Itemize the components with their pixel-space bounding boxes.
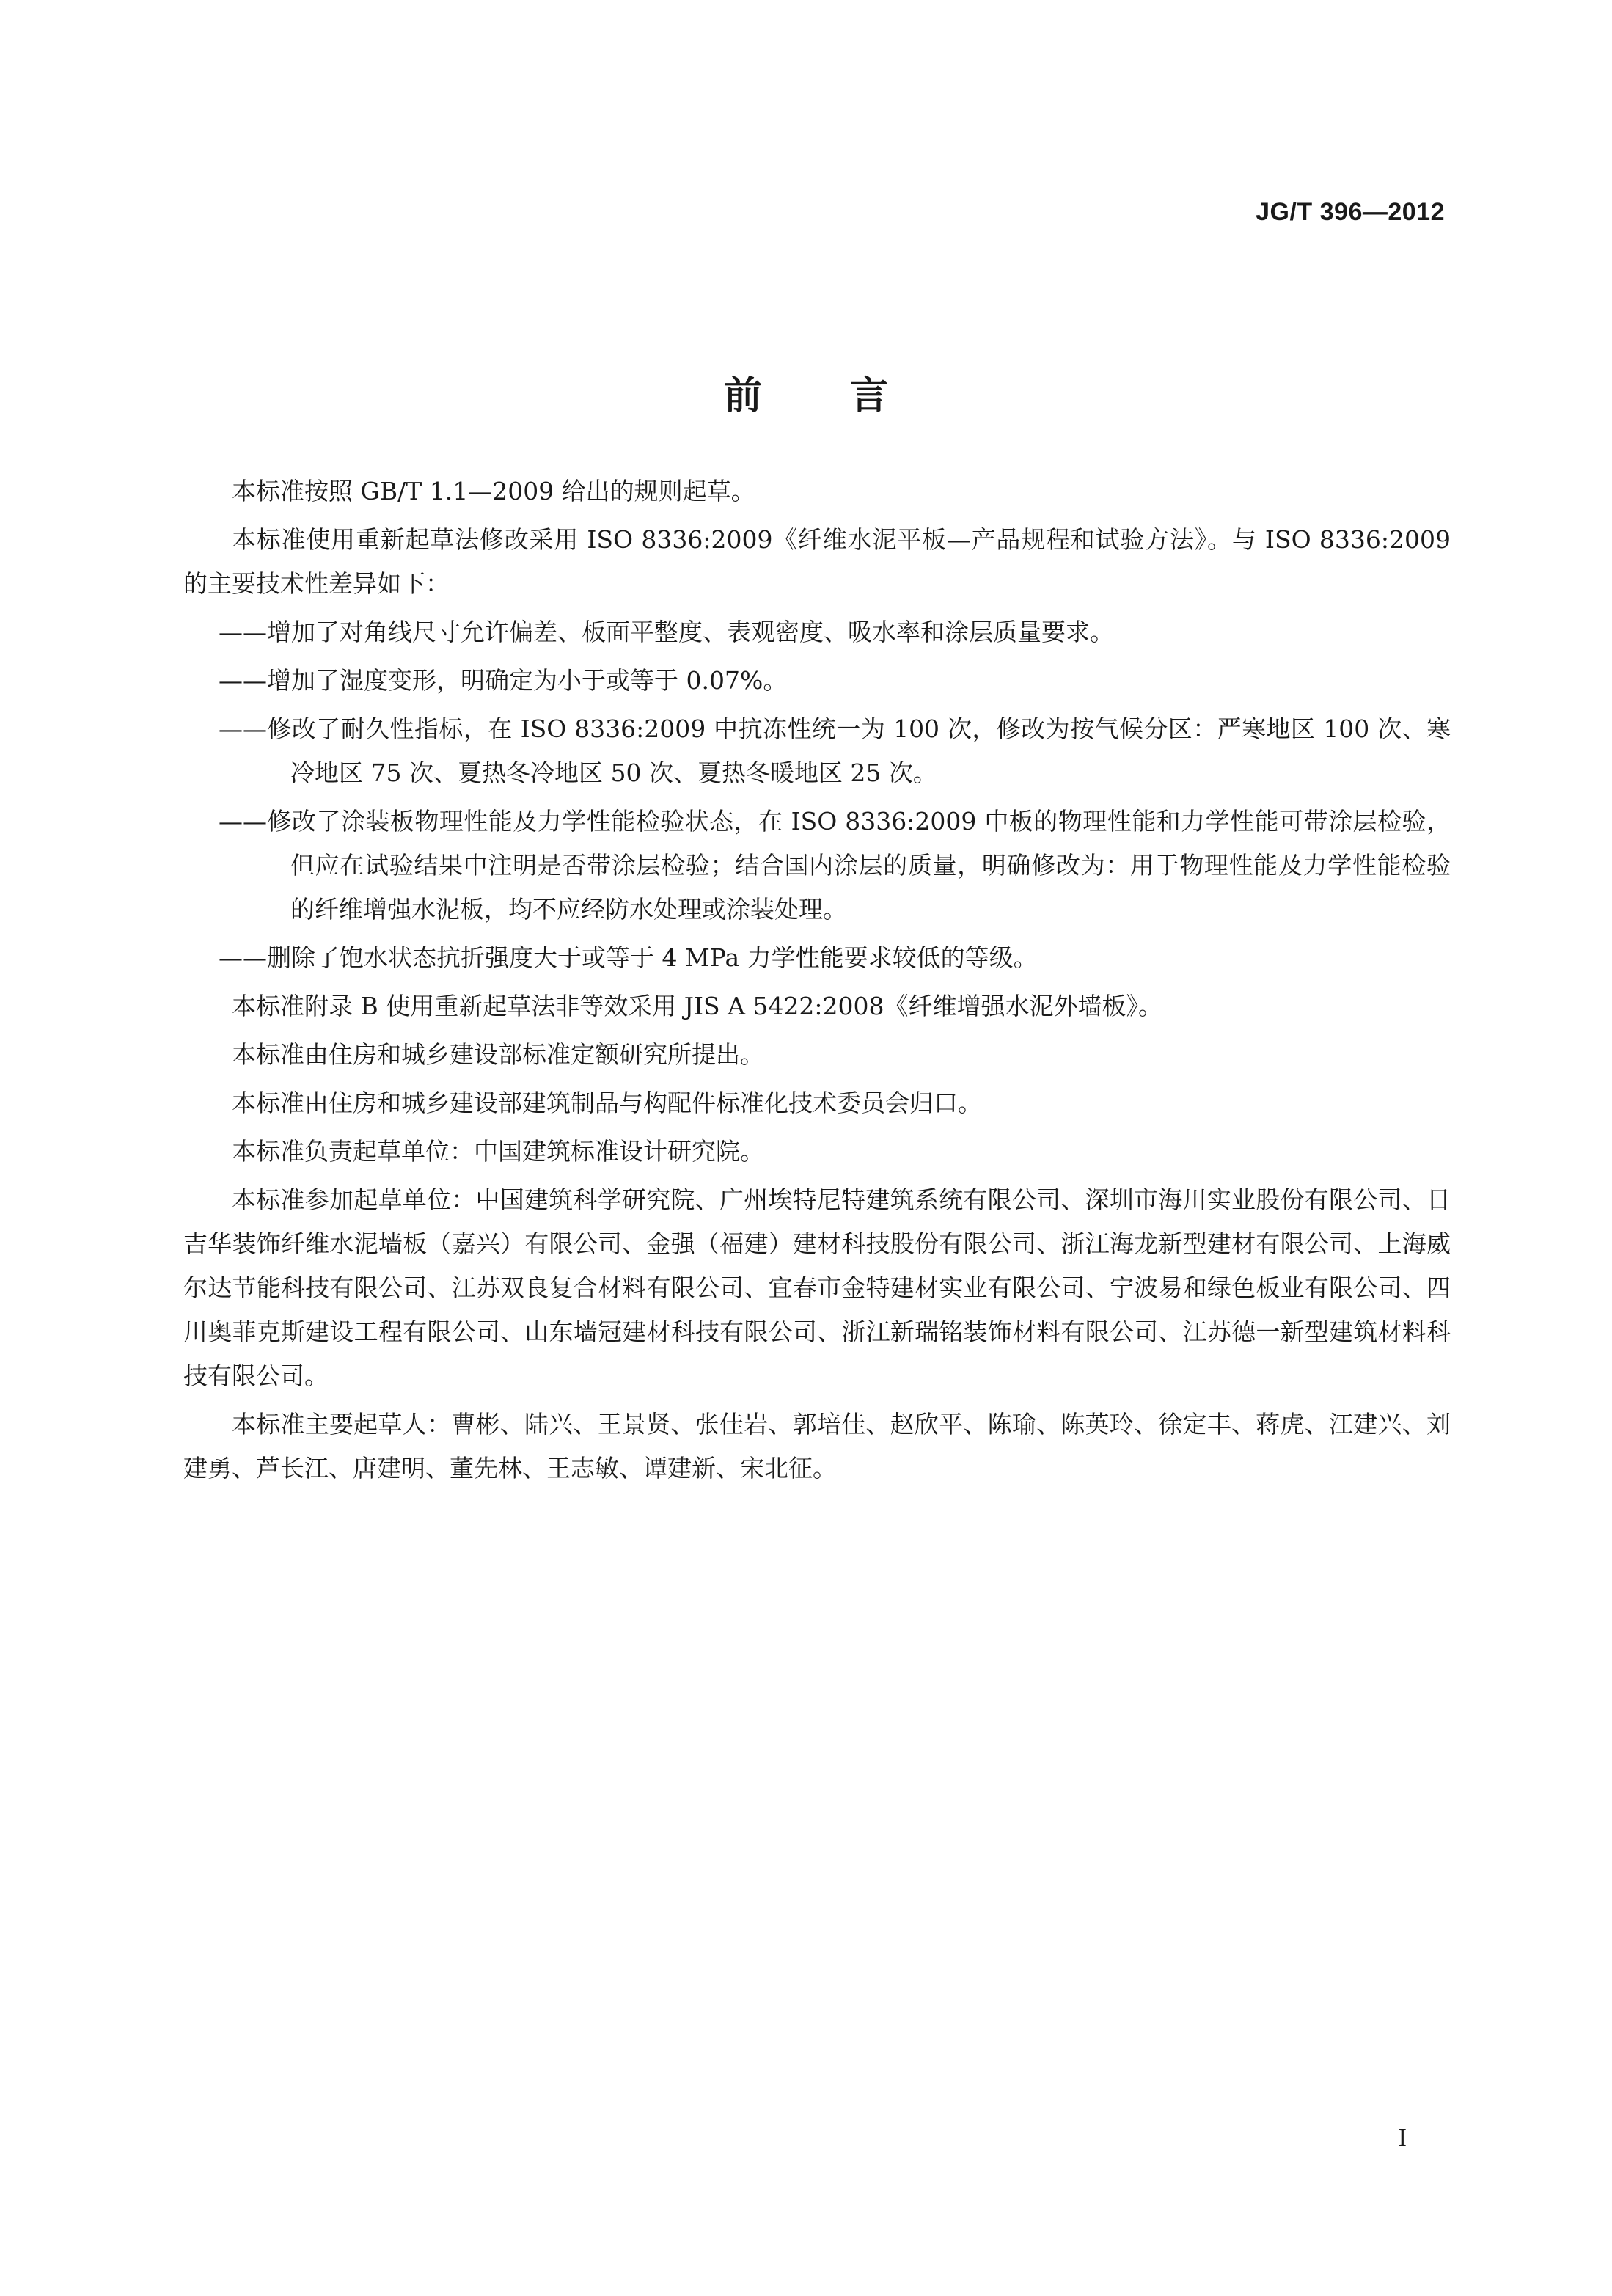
paragraph-iso-adoption: 本标准使用重新起草法修改采用 ISO 8336:2009《纤维水泥平板—产品规程和试验方法》。与 ISO 8336:2009 的主要技术性差异如下： [183,525,1451,598]
difference-item: ——增加了对角线尺寸允许偏差、板面平整度、表观密度、吸水率和涂层质量要求。 [219,618,1114,646]
paragraph-participating-units: 本标准参加起草单位：中国建筑科学研究院、广州埃特尼特建筑系统有限公司、深圳市海川实业股份有限公司、日吉华装饰纤维水泥墙板（嘉兴）有限公司、金强（福建）建材科技股份有限公司、浙江海龙新型建材有限公司、上海威尔达节能科技有限公司、江苏双良复合材料有限公司、宜春市金特建材实业有限公司、宁波易和绿色板业有限公司、四川奥菲克斯建设工程有限公司、山东墙冠建材科技有限公司、浙江新瑞铭装饰材料有限公司、江苏德一新型建筑材料科技有限公司。 [183,1185,1451,1390]
paragraph-centralized-by: 本标准由住房和城乡建设部建筑制品与构配件标准化技术委员会归口。 [232,1089,982,1117]
foreword-body [183,469,1451,1495]
paragraph-lead-drafter: 本标准负责起草单位：中国建筑标准设计研究院。 [232,1137,764,1166]
difference-item: ——增加了湿度变形，明确定为小于或等于 0.07%。 [219,666,788,695]
difference-item: ——修改了涂装板物理性能及力学性能检验状态，在 ISO 8336:2009 中板的物理性能和力学性能可带涂层检验，但应在试验结果中注明是否带涂层检验；结合国内涂层的质量，明确修改为：用于物理性能及力学性能检验的纤维增强水泥板，均不应经防水处理或涂装处理。 [219,807,1451,924]
difference-item: ——删除了饱水状态抗折强度大于或等于 4 MPa 力学性能要求较低的等级。 [219,943,1038,972]
page-number: I [1398,2124,1407,2151]
standard-code: JG/T 396—2012 [1256,198,1445,226]
paragraph-drafting-rules: 本标准按照 GB/T 1.1—2009 给出的规则起草。 [232,477,755,505]
paragraph-proposed-by: 本标准由住房和城乡建设部标准定额研究所提出。 [232,1040,764,1069]
difference-item: ——修改了耐久性指标，在 ISO 8336:2009 中抗冻性统一为 100 次，修改为按气候分区：严寒地区 100 次、寒冷地区 75 次、夏热冬冷地区 50 次、夏热冬暖地区 25 次。 [219,714,1451,787]
paragraph-annex-b: 本标准附录 B 使用重新起草法非等效采用 JIS A 5422:2008《纤维增强水泥外墙板》。 [232,992,1162,1020]
paragraph-main-drafters: 本标准主要起草人：曹彬、陆兴、王景贤、张佳岩、郭培佳、赵欣平、陈瑜、陈英玲、徐定丰、蒋虎、江建兴、刘建勇、芦长江、唐建明、董先林、王志敏、谭建新、宋北征。 [183,1410,1451,1482]
page-title: 前言 [723,373,976,418]
